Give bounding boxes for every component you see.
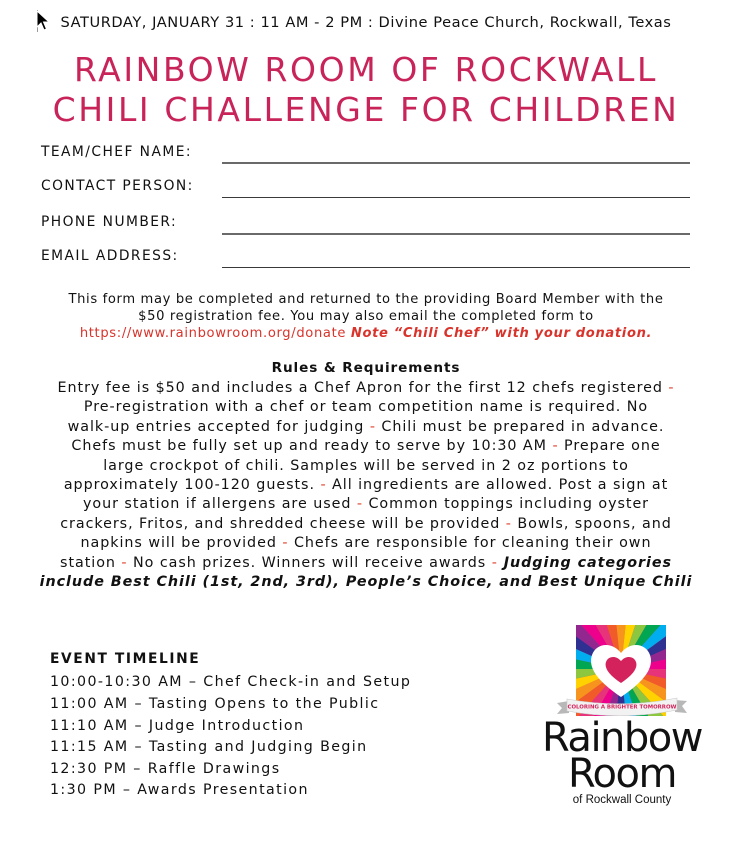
- rules-separator: -: [356, 496, 363, 513]
- rules-text: your station if allergens are used: [82, 496, 357, 513]
- phone-number-label: PHONE NUMBER:: [41, 214, 178, 230]
- phone-number-field[interactable]: [222, 233, 690, 235]
- rules-text: walk-up entries accepted for judging: [67, 418, 370, 435]
- rules-text: station: [60, 554, 122, 571]
- logo-subtitle: of Rockwall County: [572, 794, 672, 806]
- rules-separator: -: [121, 554, 128, 571]
- rules-text: All ingredients are allowed. Post a sign at: [326, 477, 669, 493]
- rules-line: [0, 398, 732, 417]
- page-title-line2: CHILI CHALLENGE FOR CHILDREN: [52, 90, 680, 129]
- timeline-item: 11:10 AM – Judge Introduction: [50, 718, 305, 734]
- rules-separator: -: [505, 515, 512, 532]
- rules-separator: -: [320, 477, 327, 493]
- rules-separator: -: [369, 418, 376, 435]
- contact-person-label: CONTACT PERSON:: [41, 178, 194, 194]
- rules-text: No cash prizes. Winners will receive awards: [127, 554, 492, 571]
- logo-word-room: Room: [568, 751, 676, 797]
- rules-line: [0, 515, 732, 534]
- rules-text: napkins will be provided: [80, 535, 283, 552]
- judging-categories: Judging categories: [497, 554, 672, 571]
- rules-text: Pre-registration with a chef or team competition name is required. No: [83, 399, 649, 416]
- donate-link[interactable]: https://www.rainbowroom.org/donate: [79, 326, 347, 341]
- rules-line: [0, 495, 732, 514]
- timeline-heading: EVENT TIMELINE: [50, 651, 201, 667]
- contact-person-field[interactable]: [222, 197, 690, 198]
- ribbon-banner: [557, 695, 687, 717]
- ribbon-text: COLORING A BRIGHTER TOMORROW: [567, 704, 677, 711]
- rules-text: Bowls, spoons, and: [511, 515, 672, 532]
- rules-line: [0, 476, 732, 495]
- rules-line: [0, 418, 732, 437]
- rules-text: large crockpot of chili. Samples will be served in 2 oz portions to: [103, 457, 629, 474]
- rules-text: Chili must be prepared in advance.: [375, 418, 665, 435]
- timeline-item: 10:00-10:30 AM – Chef Check-in and Setup: [50, 674, 412, 690]
- judging-categories: include Best Chili (1st, 2nd, 3rd), People’s Choice, and Best Unique Chili: [39, 574, 693, 590]
- event-date-location: SATURDAY, JANUARY 31 : 11 AM - 2 PM : Divine Peace Church, Rockwall, Texas: [60, 14, 672, 31]
- timeline-item: 1:30 PM – Awards Presentation: [50, 782, 309, 798]
- rules-separator: -: [282, 535, 289, 552]
- rules-text: Entry fee is $50 and includes a Chef Apron for the first 12 chefs registered: [57, 380, 669, 396]
- team-chef-name-label: TEAM/CHEF NAME:: [41, 144, 192, 160]
- instructions-line2: $50 registration fee. You may also email the completed form to: [138, 309, 594, 324]
- rules-text: crackers, Fritos, and shredded cheese will be provided: [60, 515, 506, 532]
- timeline-item: 12:30 PM – Raffle Drawings: [50, 761, 281, 777]
- donation-note: Note “Chili Chef” with your donation.: [350, 326, 653, 341]
- mouse-cursor-icon: [36, 10, 52, 32]
- rules-text: Prepare one: [558, 438, 661, 455]
- instructions-line1: This form may be completed and returned to the providing Board Member with the: [68, 292, 664, 307]
- rules-line: [0, 554, 732, 573]
- rules-separator: -: [552, 438, 559, 455]
- page-title-line1: RAINBOW ROOM OF ROCKWALL: [73, 50, 658, 89]
- rules-separator: -: [668, 380, 675, 396]
- rules-heading: Rules & Requirements: [271, 360, 461, 376]
- timeline-item: 11:00 AM – Tasting Opens to the Public: [50, 696, 380, 712]
- rules-text: Chefs are responsible for cleaning their own: [288, 535, 652, 552]
- instructions-line3: [0, 325, 732, 343]
- timeline-item: 11:15 AM – Tasting and Judging Begin: [50, 739, 368, 755]
- rules-line: [0, 457, 732, 476]
- rules-line: [0, 379, 732, 398]
- rules-line: [0, 534, 732, 553]
- rules-text: Chefs must be fully set up and ready to serve by 10:30 AM: [71, 438, 553, 455]
- rules-text: Common toppings including oyster: [362, 496, 650, 513]
- email-address-label: EMAIL ADDRESS:: [41, 248, 179, 264]
- email-address-field[interactable]: [222, 267, 690, 268]
- rules-text: approximately 100-120 guests.: [63, 477, 321, 493]
- rules-line: [0, 573, 732, 592]
- logo-word-rainbow: Rainbow: [542, 715, 702, 761]
- team-chef-name-field[interactable]: [222, 162, 690, 164]
- rules-separator: -: [491, 554, 498, 571]
- rules-line: [0, 437, 732, 456]
